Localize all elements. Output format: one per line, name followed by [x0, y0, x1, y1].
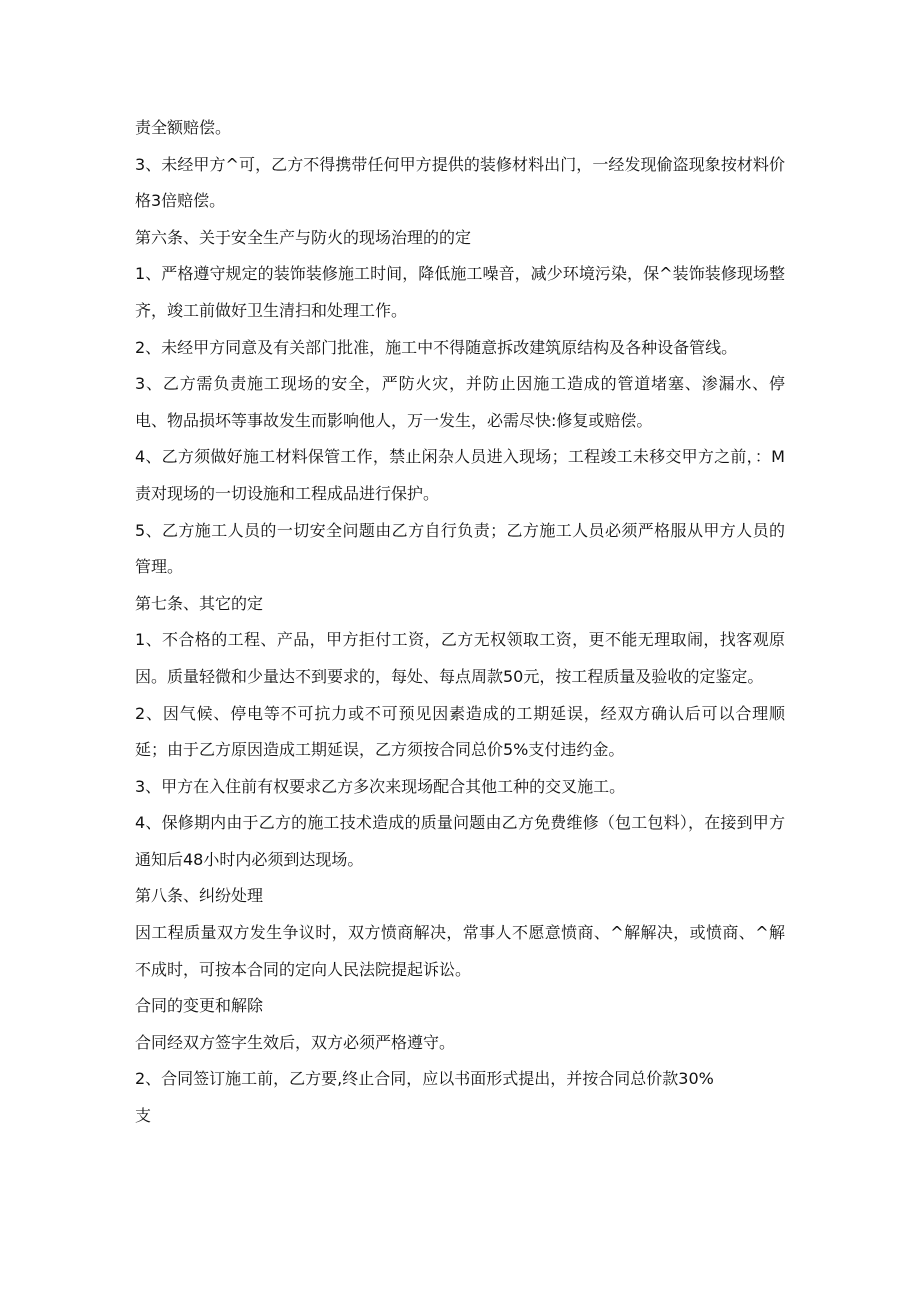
paragraph-15: 支 [135, 1106, 152, 1126]
paragraph-5: 3、乙方需负责施工现场的安全，严防火灾，并防止因施工造成的管道堵塞、渗漏水、停电、物品损坏等事故发生而影响他人，万一发生，必需尽快:修复或赔偿。 [135, 374, 785, 430]
paragraph-6: 4、乙方须做好施工材料保管工作，禁止闲杂人员进入现场；工程竣工未移交甲方之前，：M责对现场的一切设施和工程成品进行保护。 [135, 447, 785, 503]
paragraph-8: 1、不合格的工程、产品，甲方拒付工资，乙方无权领取工资，更不能无理取闹，找客观原因。质量轻微和少量达不到要求的，每处、每点周款50元，按工程质量及验收的定鉴定。 [135, 630, 785, 686]
paragraph-3: 1、严格遵守规定的装饰装修施工时间，降低施工噪音，减少环境污染，保^装饰装修现场整齐，竣工前做好卫生清扫和处理工作。 [135, 264, 785, 320]
section-heading-change: 合同的变更和解除 [135, 996, 264, 1016]
paragraph-12: 因工程质量双方发生争议时，双方愤商解决，常事人不愿意愤商、^解解决，或愤商、^解不成时，可按本合同的定向人民法院提起诉讼。 [135, 923, 785, 979]
paragraph-14: 2、合同签订施工前，乙方要,终止合同，应以书面形式提出，并按合同总价款30% [135, 1069, 714, 1089]
paragraph-1: 责全额赔偿。 [135, 118, 232, 137]
paragraph-10: 3、甲方在入住前有权要求乙方多次来现场配合其他工种的交叉施工。 [135, 776, 626, 796]
section-heading-8: 第八条、纠纷处理 [135, 886, 264, 906]
section-heading-6: 第六条、关于安全生产与防火的现场治理的的定 [135, 227, 472, 247]
section-heading-7: 第七条、其它的定 [135, 593, 264, 613]
document-body [135, 110, 785, 1135]
paragraph-11: 4、保修期内由于乙方的施工技术造成的质量问题由乙方免费维修（包工包料），在接到甲方通知后48小时内必须到达现场。 [135, 813, 785, 869]
paragraph-9: 2、因气候、停电等不可抗力或不可预见因素造成的工期延误，经双方确认后可以合理顺延；由于乙方原因造成工期延误，乙方须按合同总价5%支付违约金。 [135, 703, 785, 760]
paragraph-4: 2、未经甲方同意及有关部门批准，施工中不得随意拆改建筑原结构及各种设备管线。 [135, 337, 738, 357]
paragraph-13: 合同经双方签字生效后，双方必须严格遵守。 [135, 1032, 456, 1052]
paragraph-2: 3、未经甲方^可，乙方不得携带任何甲方提供的装修材料出门，一经发现偷盗现象按材料价格3倍赔偿。 [135, 154, 785, 211]
paragraph-7: 5、乙方施工人员的一切安全问题由乙方自行负责；乙方施工人员必须严格服从甲方人员的管理。 [135, 520, 785, 577]
